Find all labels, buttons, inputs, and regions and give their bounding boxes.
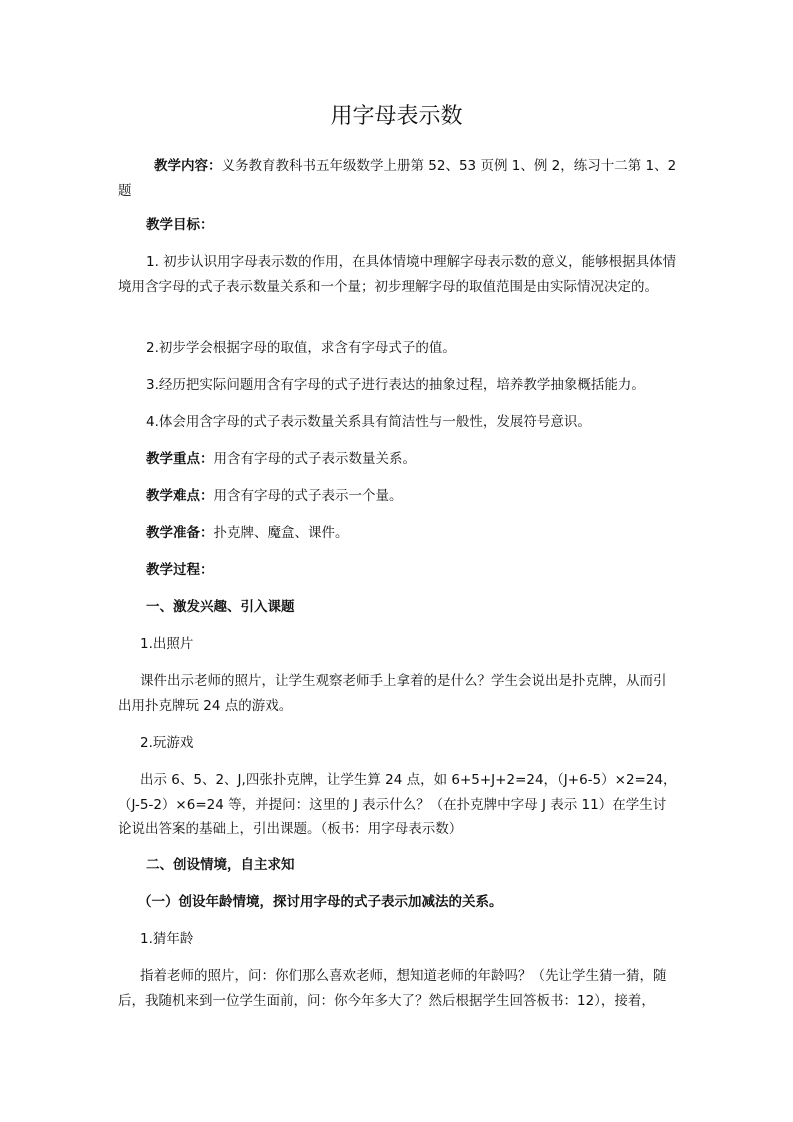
focus-paragraph — [118, 447, 678, 472]
process-label: 教学过程： — [146, 562, 214, 578]
section-1-item-2: 2.玩游戏 — [140, 735, 194, 751]
content-paragraph — [118, 154, 678, 203]
difficulty-text: 用含有字母的式子表示一个量。 — [213, 488, 403, 504]
section-1-item-1: 1.出照片 — [140, 636, 194, 652]
focus-label: 教学重点： — [146, 451, 214, 467]
prep-text: 扑克牌、魔盒、课件。 — [213, 525, 349, 541]
goals-heading — [118, 213, 678, 238]
goal-1: 1. 初步认识用字母表示数的作用，在具体情境中理解字母表示数的意义，能够根据具体情境用含字母的式子表示数量关系和一个量；初步理解字母的取值范围是由实际情况决定的。 — [118, 254, 677, 295]
section-2-item-1: 1.猜年龄 — [140, 931, 194, 947]
section-1-paragraph-1: 课件出示老师的照片，让学生观察老师手上拿着的是什么？学生会说出是扑克牌，从而引出用扑克牌玩 24 点的游戏。 — [118, 673, 667, 714]
goals-label: 教学目标： — [146, 217, 214, 233]
prep-paragraph — [118, 521, 678, 546]
subsection-1-heading: （一）创设年龄情境，探讨用字母的式子表示加减法的关系。 — [138, 894, 503, 910]
focus-text: 用含有字母的式子表示数量关系。 — [213, 451, 416, 467]
goal-4: 4.体会用含字母的式子表示数量关系具有简洁性与一般性，发展符号意识。 — [146, 414, 591, 430]
goal-2: 2.初步学会根据字母的取值，求含有字母式子的值。 — [146, 340, 456, 356]
section-1-paragraph-2: 出示 6、5、2、J,四张扑克牌，让学生算 24 点，如 6+5+J+2=24，（J+6-5）×2=24，（J-5-2）×6=24 等，并提问：这里的 J 表示什么？（在扑克牌中字母 J 表示 11）在学生讨论说出答案的基础上，引出课题。（板书：用字母表示数） — [118, 772, 677, 837]
content-label: 教学内容： — [154, 158, 222, 174]
section-2-paragraph-1: 指着老师的照片，问：你们那么喜欢老师，想知道老师的年龄吗？（先让学生猜一猜，随后，我随机来到一位学生面前，问：你今年多大了？然后根据学生回答板书：12），接着， — [118, 968, 667, 1009]
process-heading — [118, 558, 678, 583]
prep-label: 教学准备： — [146, 525, 214, 541]
difficulty-label: 教学难点： — [146, 488, 214, 504]
doc-title: 用字母表示数 — [330, 104, 463, 129]
content-text: 义务教育教科书五年级数学上册第 52、53 页例 1、例 2，练习十二第 1、2 题 — [118, 158, 677, 199]
goal-3: 3.经历把实际问题用含有字母的式子进行表达的抽象过程，培养教学抽象概括能力。 — [146, 377, 645, 393]
section-1-heading: 一、激发兴趣、引入课题 — [146, 599, 295, 615]
difficulty-paragraph — [118, 484, 678, 509]
section-2-heading: 二、创设情境，自主求知 — [146, 857, 295, 873]
